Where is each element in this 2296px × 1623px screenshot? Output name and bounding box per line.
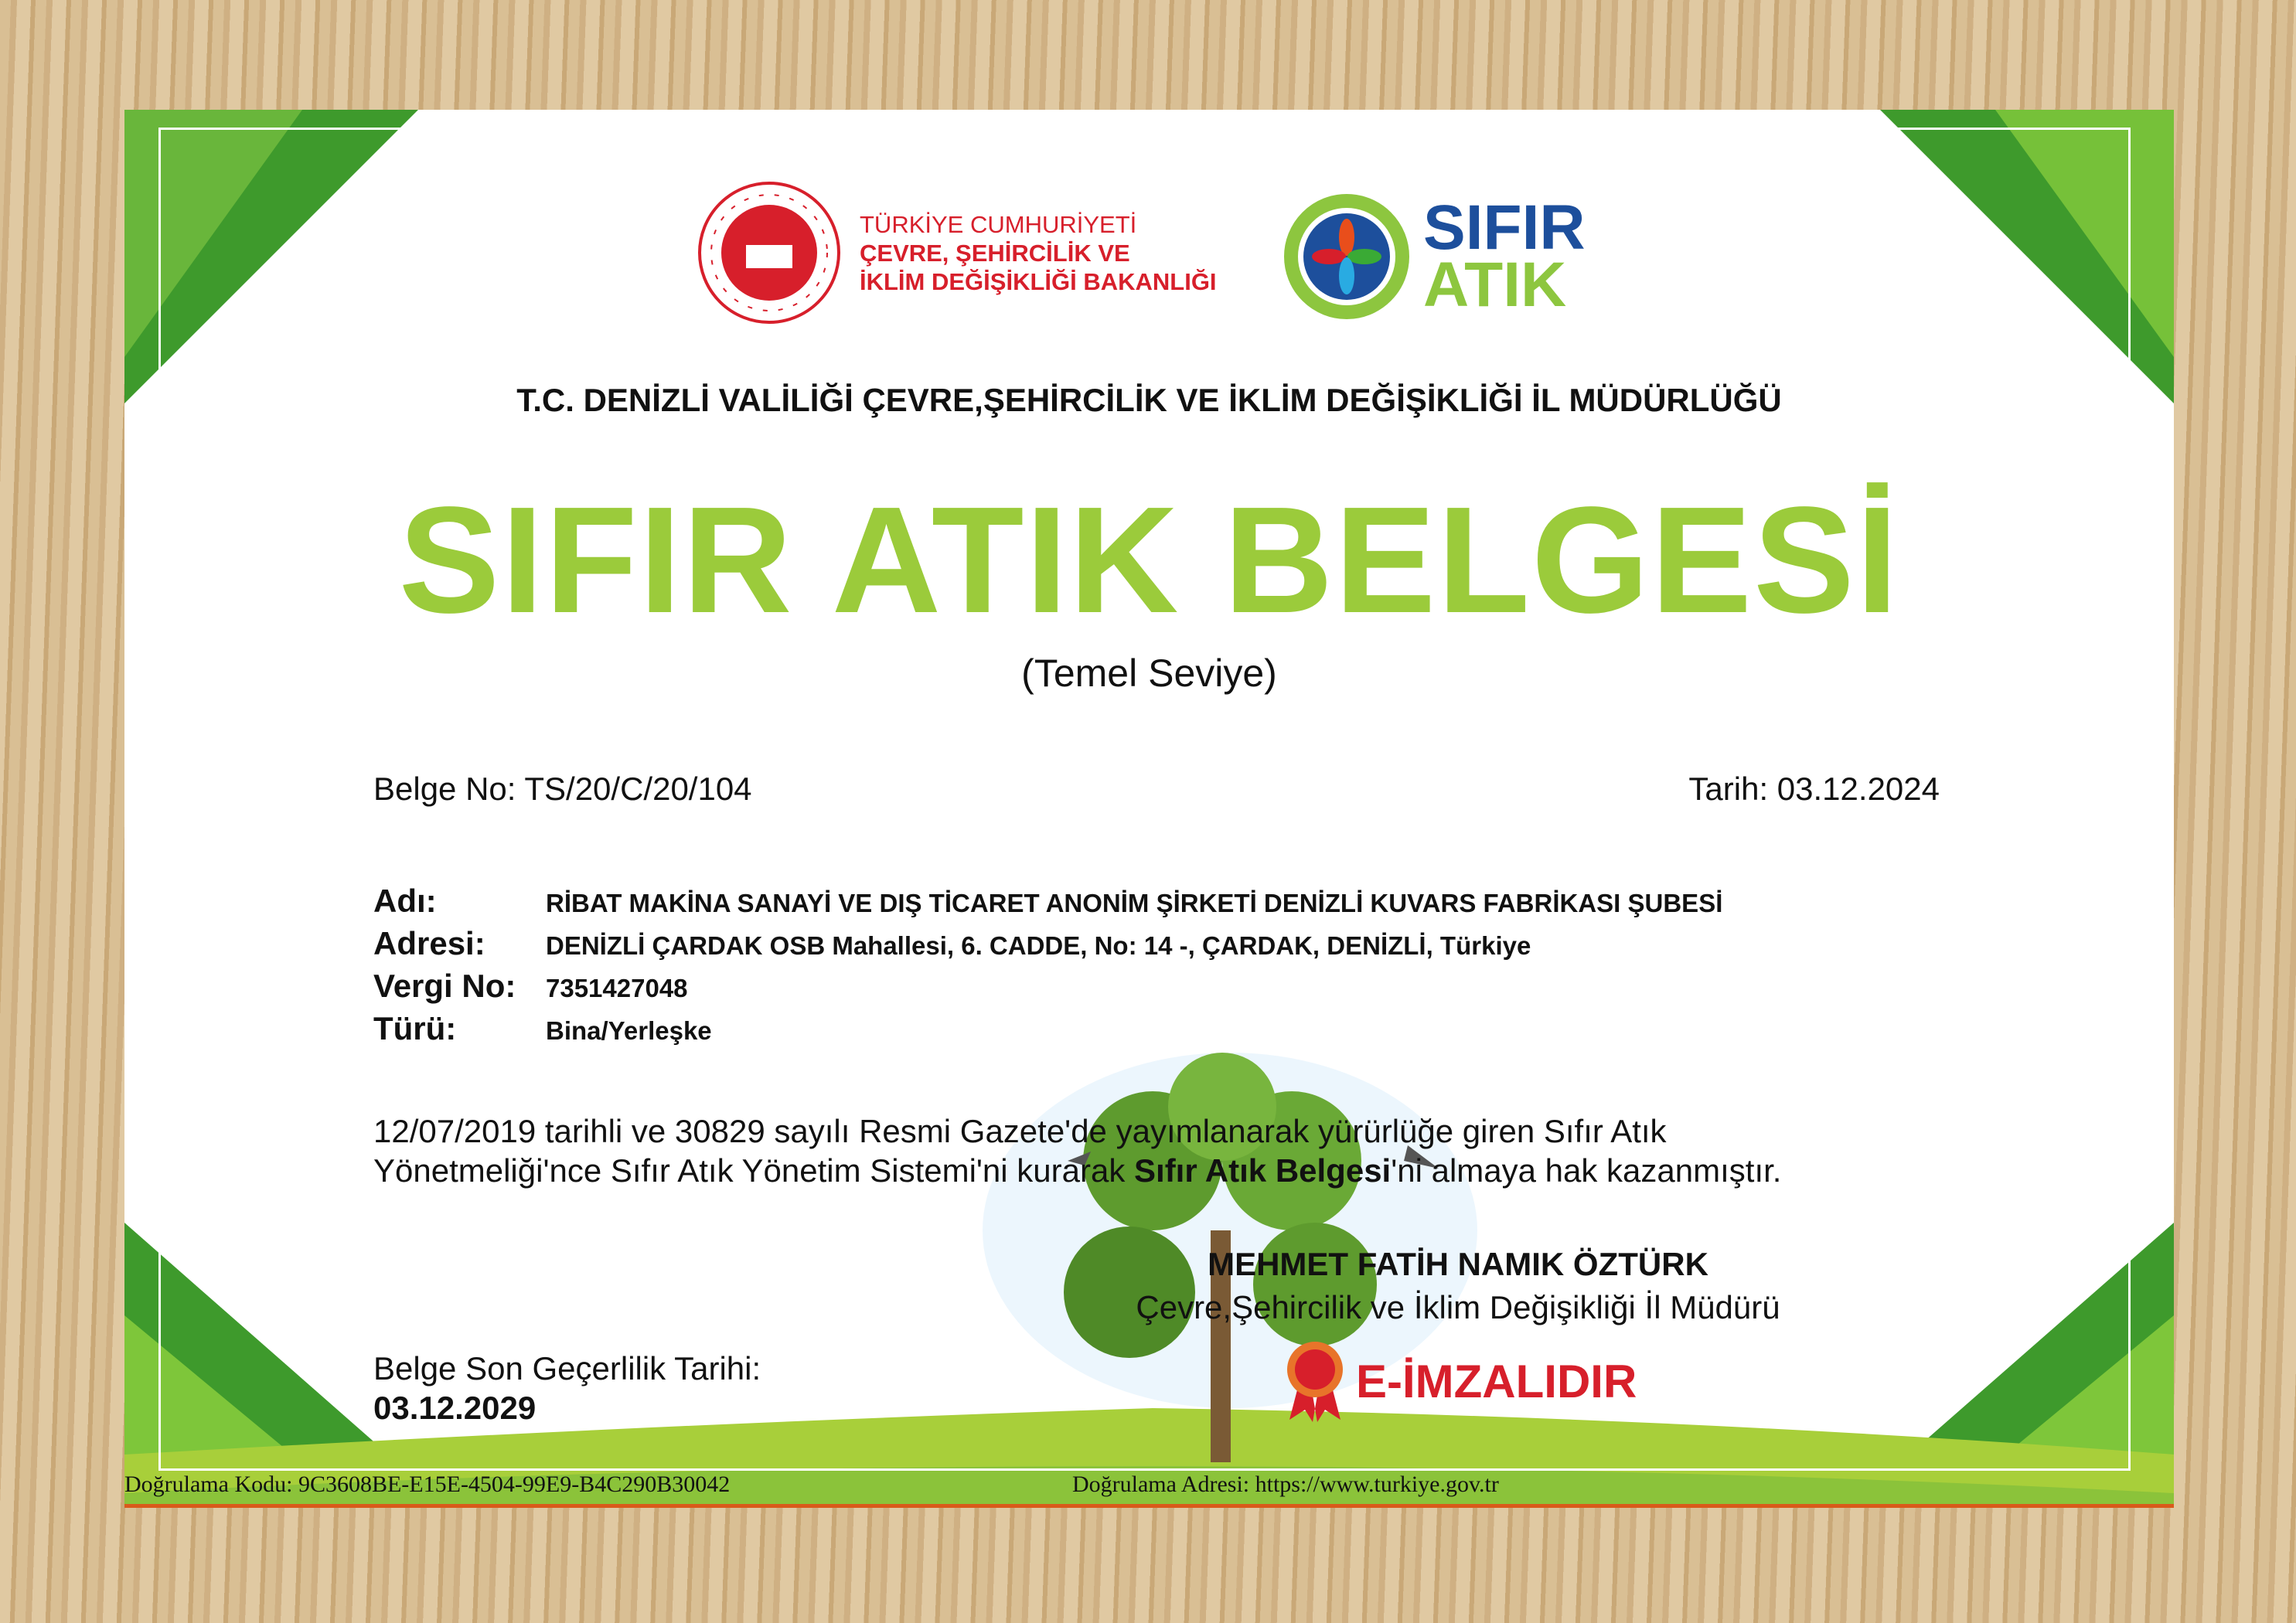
signatory-name: MEHMET FATİH NAMIK ÖZTÜRK xyxy=(1208,1246,1708,1282)
certificate xyxy=(124,110,2174,1508)
ministry-name-line: İKLİM DEĞİŞİKLİĞİ BAKANLIĞI xyxy=(860,267,1217,295)
signatory-title: Çevre,Şehircilik ve İklim Değişikliği İl Müdürü xyxy=(1136,1289,1780,1325)
field-label: Türü: xyxy=(373,1010,457,1046)
field-label: Vergi No: xyxy=(373,968,516,1004)
document-number: Belge No: TS/20/C/20/104 xyxy=(373,771,752,807)
logo-text-atik: ATIK xyxy=(1423,250,1567,320)
footer-divider xyxy=(124,1504,2174,1508)
statement-text: Yönetmeliği'nce Sıfır Atık Yönetim Sistemi'ni kurarak xyxy=(373,1152,1135,1189)
field-value-type: Bina/Yerleşke xyxy=(546,1016,712,1045)
award-ribbon-icon xyxy=(1280,1339,1350,1424)
logo-text-sifir: SIFIR xyxy=(1423,192,1586,263)
zero-waste-logo xyxy=(1281,191,1586,322)
field-value-address: DENİZLİ ÇARDAK OSB Mahallesi, 6. CADDE, No: 14 -, ÇARDAK, DENİZLİ, Türkiye xyxy=(546,931,1531,960)
issuing-authority: T.C. DENİZLİ VALİLİĞİ ÇEVRE,ŞEHİRCİLİK VE İKLİM DEĞİŞİKLİĞİ İL MÜDÜRLÜĞÜ xyxy=(516,382,1782,418)
certificate-title: SIFIR ATIK BELGESİ xyxy=(398,475,1900,645)
field-value-tax-no: 7351427048 xyxy=(546,974,688,1002)
ministry-name-line: TÜRKİYE CUMHURİYETİ xyxy=(860,210,1137,238)
ministry-logo xyxy=(696,179,1217,326)
recycle-flower-icon xyxy=(1281,191,1412,322)
field-value-name: RİBAT MAKİNA SANAYİ VE DIŞ TİCARET ANONİM ŞİRKETİ DENİZLİ KUVARS FABRİKASI ŞUBESİ xyxy=(546,889,1723,917)
statement-bold: Sıfır Atık Belgesi xyxy=(1134,1152,1392,1189)
field-label: Adı: xyxy=(373,883,437,919)
field-label: Adresi: xyxy=(373,925,485,961)
verification-code: Doğrulama Kodu: 9C3608BE-E15E-4504-99E9-B4C290B30042 xyxy=(124,1472,731,1497)
e-signature-text: E-İMZALIDIR xyxy=(1356,1355,1637,1407)
validity-label: Belge Son Geçerlilik Tarihi: xyxy=(373,1350,761,1387)
ministry-emblem-icon xyxy=(696,179,843,326)
validity-date: 03.12.2029 xyxy=(373,1390,537,1426)
statement xyxy=(373,1111,1781,1190)
certificate-level: (Temel Seviye) xyxy=(1021,652,1277,695)
e-signature-badge xyxy=(1280,1339,1637,1424)
statement-line: 12/07/2019 tarihli ve 30829 sayılı Resmi Gazete'de yayımlanarak yürürlüğe giren Sıfır Atık xyxy=(373,1113,1667,1149)
statement-text: 'ni almaya hak kazanmıştır. xyxy=(1391,1152,1782,1189)
verification-address: Doğrulama Adresi: https://www.turkiye.gov.tr xyxy=(1072,1472,1499,1497)
ministry-name-line: ÇEVRE, ŞEHİRCİLİK VE xyxy=(860,239,1130,267)
issue-date: Tarih: 03.12.2024 xyxy=(1688,771,1940,807)
